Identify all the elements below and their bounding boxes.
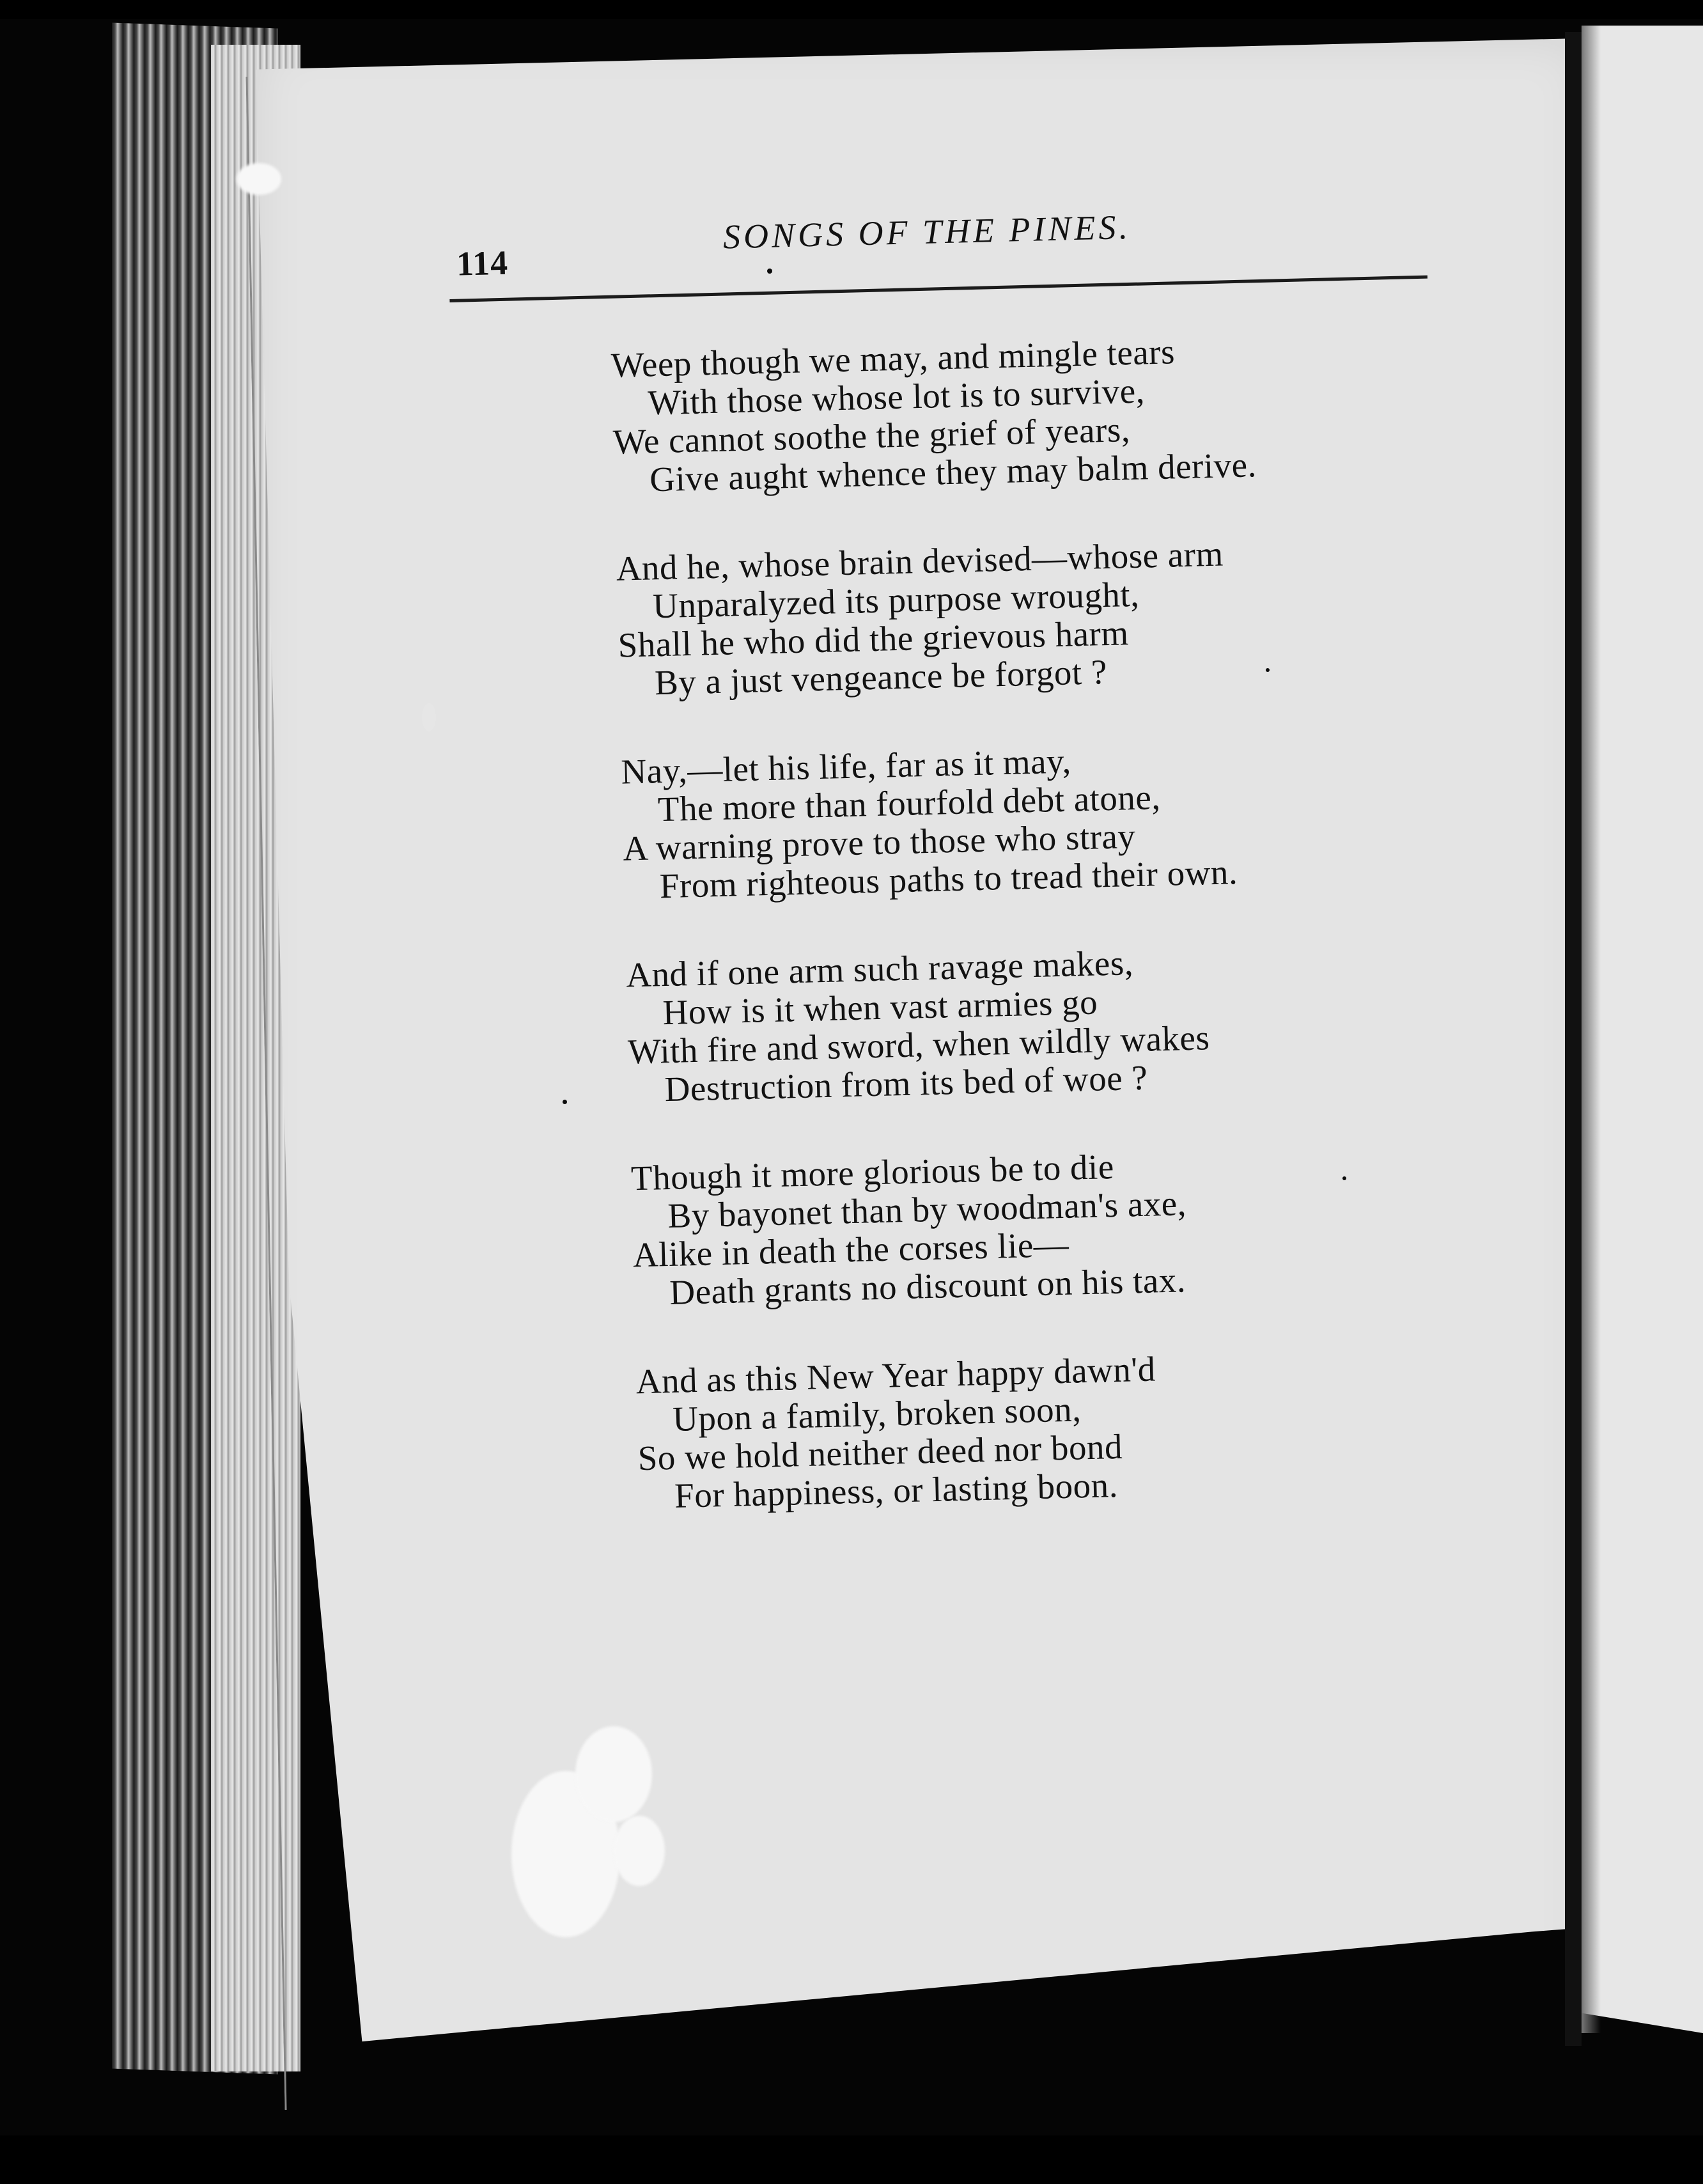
facing-page-shadow (1582, 26, 1601, 2033)
poem-line: How is it when vast armies go (662, 982, 1098, 1033)
paper-damage-spot (237, 163, 281, 195)
poem-line: A warning prove to those who stray (622, 816, 1137, 868)
poem-line: Alike in death the corses lie— (632, 1224, 1069, 1275)
running-head: SONGS OF THE PINES. (722, 207, 1131, 256)
poem-line: For happiness, or lasting boon. (674, 1465, 1119, 1515)
poem (610, 327, 1439, 1566)
poem-line: Give aught whence they may balm derive. (649, 445, 1257, 499)
stanza (610, 327, 1413, 499)
page-number: 114 (456, 243, 509, 283)
stanza (621, 733, 1423, 906)
stanza (616, 530, 1418, 703)
scan-border-top (0, 0, 1703, 19)
poem-line: By bayonet than by woodman's axe, (667, 1183, 1187, 1236)
poem-line: Upon a family, broken soon, (672, 1389, 1082, 1439)
poem-line: We cannot soothe the grief of years, (612, 410, 1131, 462)
stanza (635, 1343, 1438, 1516)
stanza (630, 1140, 1433, 1313)
poem-line: Destruction from its bed of woe ? (664, 1057, 1148, 1109)
poem-line: From righteous paths to tread their own. (659, 852, 1238, 906)
book-gutter (1565, 32, 1582, 2046)
poem-line: Death grants no discount on his tax. (669, 1260, 1186, 1313)
scan-border-bottom (0, 2135, 1703, 2184)
poem-line: So we hold neither deed nor bond (637, 1426, 1123, 1478)
poem-line: And he, whose brain devised—whose arm (615, 534, 1224, 588)
poem-line: Though it more glorious be to die (630, 1146, 1115, 1198)
poem-line: And as this New Year happy dawn'd (635, 1349, 1156, 1401)
poem-line: And if one arm such ravage makes, (625, 943, 1134, 995)
paper-damage-spot (614, 1816, 665, 1886)
poem-line: With fire and sword, when wildly wakes (627, 1018, 1211, 1072)
paper-speck (422, 703, 436, 731)
poem-line: Shall he who did the grievous harm (617, 613, 1130, 665)
paper-damage-spot (575, 1726, 652, 1822)
poem-line: Weep though we may, and mingle tears (610, 332, 1176, 385)
poem-line: The more than fourfold debt atone, (657, 777, 1162, 829)
scan-dust (563, 1100, 567, 1104)
stanza (626, 937, 1428, 1109)
poem-line: By a just vengeance be forgot ? (654, 652, 1108, 703)
poem-line: With those whose lot is to survive, (647, 371, 1146, 423)
poem-line: Nay,—let his life, far as it may, (620, 741, 1072, 792)
poem-line: Unparalyzed its purpose wrought, (652, 574, 1140, 626)
